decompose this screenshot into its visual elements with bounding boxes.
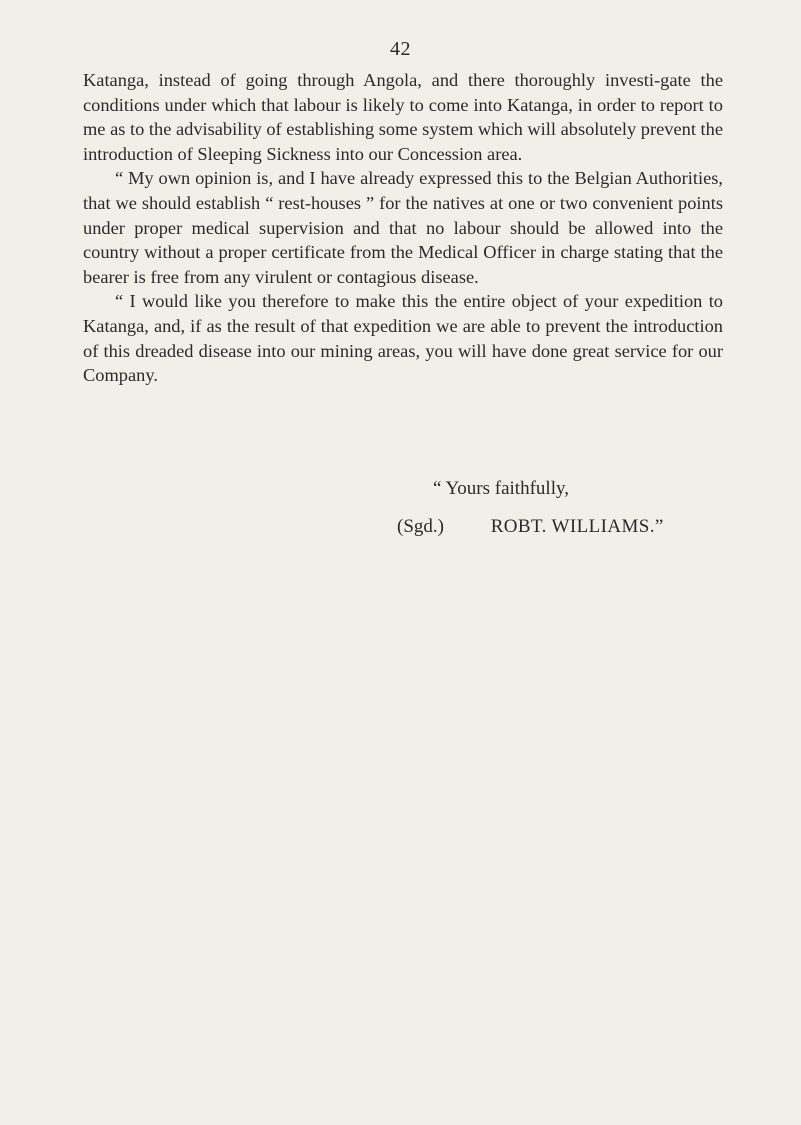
signatory-name: ROBT. WILLIAMS.”: [490, 516, 664, 537]
body-text: [83, 68, 723, 388]
signed-marker: (Sgd.): [397, 516, 444, 537]
paragraph-2: “ My own opinion is, and I have already expressed this to the Belgian Authorities, that we should establish “ rest-houses ” for the natives at one or two convenient points under proper medical supervision and that no labour should be allowed into the country without a proper certificate from the Medical Officer in charge stating that the bearer is free from any virulent or contagious disease.: [83, 168, 723, 287]
paragraph-1: Katanga, instead of going through Angola, and there thoroughly investi-gate the conditions under which that labour is likely to come into Katanga, in order to report to me as to the advisability of establishing some system which will absolutely prevent the introduction of Sleeping Sickness into our Concession area.: [83, 70, 723, 164]
paragraph-3: “ I would like you therefore to make this the entire object of your expedition to Katanga, and, if as the result of that expedition we are able to prevent the introduction of this dreaded disease into our mining areas, you will have done great service for our Company.: [83, 291, 723, 386]
signature-line: [397, 515, 664, 539]
page-number: 42: [390, 38, 411, 60]
closing-salutation: “ Yours faithfully,: [433, 478, 569, 499]
